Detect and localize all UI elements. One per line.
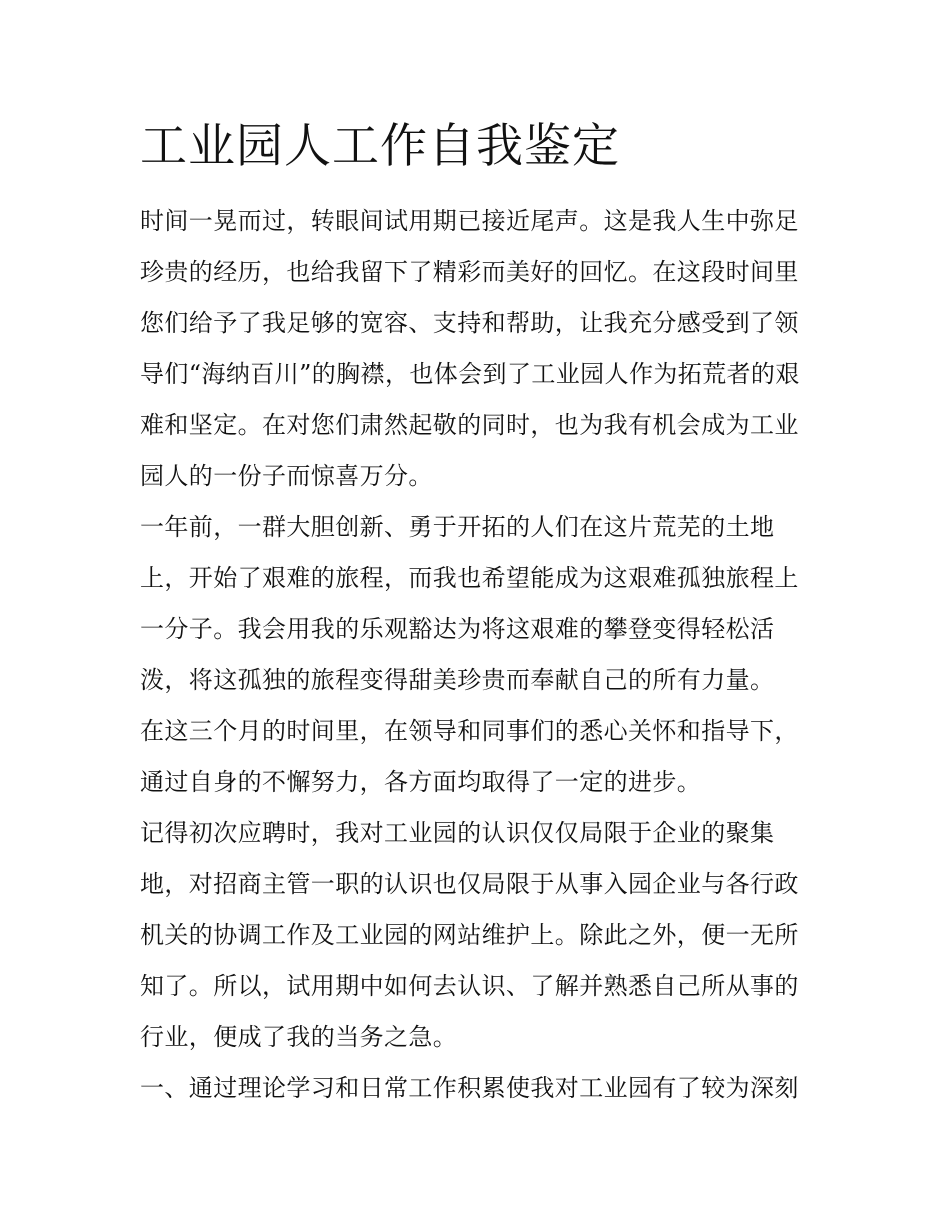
text-line: 时间一晃而过，转眼间试用期已接近尾声。这是我人生中弥足 bbox=[140, 207, 799, 235]
text-line: 知了。所以，试用期中如何去认识、了解并熟悉自己所从事的 bbox=[140, 972, 799, 1000]
text-line: 行业，便成了我的当务之急。 bbox=[140, 1023, 458, 1051]
paragraph-5 bbox=[140, 1063, 812, 1114]
document-title: 工业园人工作自我鉴定 bbox=[140, 119, 620, 174]
document-body bbox=[140, 196, 812, 1114]
text-line: 园人的一份子而惊喜万分。 bbox=[140, 462, 433, 490]
text-line: 在这三个月的时间里，在领导和同事们的悉心关怀和指导下， bbox=[140, 717, 799, 745]
text-line: 地，对招商主管一职的认识也仅局限于从事入园企业与各行政 bbox=[140, 870, 799, 898]
paragraph-3 bbox=[140, 706, 812, 808]
text-line: 一、通过理论学习和日常工作积累使我对工业园有了较为深刻 bbox=[140, 1074, 799, 1102]
paragraph-4 bbox=[140, 808, 812, 1063]
text-line: 上，开始了艰难的旅程，而我也希望能成为这艰难孤独旅程上 bbox=[140, 564, 799, 592]
paragraph-1 bbox=[140, 196, 812, 502]
text-line: 您们给予了我足够的宽容、支持和帮助，让我充分感受到了领 bbox=[140, 309, 799, 337]
paragraph-2 bbox=[140, 502, 812, 706]
text-line: 通过自身的不懈努力，各方面均取得了一定的进步。 bbox=[140, 768, 702, 796]
text-line: 记得初次应聘时，我对工业园的认识仅仅局限于企业的聚集 bbox=[140, 819, 775, 847]
text-line: 一分子。我会用我的乐观豁达为将这艰难的攀登变得轻松活 bbox=[140, 615, 775, 643]
text-line: 机关的协调工作及工业园的网站维护上。除此之外，便一无所 bbox=[140, 921, 799, 949]
text-line: 珍贵的经历，也给我留下了精彩而美好的回忆。在这段时间里 bbox=[140, 258, 799, 286]
text-line: 一年前，一群大胆创新、勇于开拓的人们在这片荒芜的土地 bbox=[140, 513, 775, 541]
text-line: 泼，将这孤独的旅程变得甜美珍贵而奉献自己的所有力量。 bbox=[140, 666, 775, 694]
text-line: 难和坚定。在对您们肃然起敬的同时，也为我有机会成为工业 bbox=[140, 411, 799, 439]
text-line: 导们“海纳百川”的胸襟，也体会到了工业园人作为拓荒者的艰 bbox=[140, 360, 800, 388]
